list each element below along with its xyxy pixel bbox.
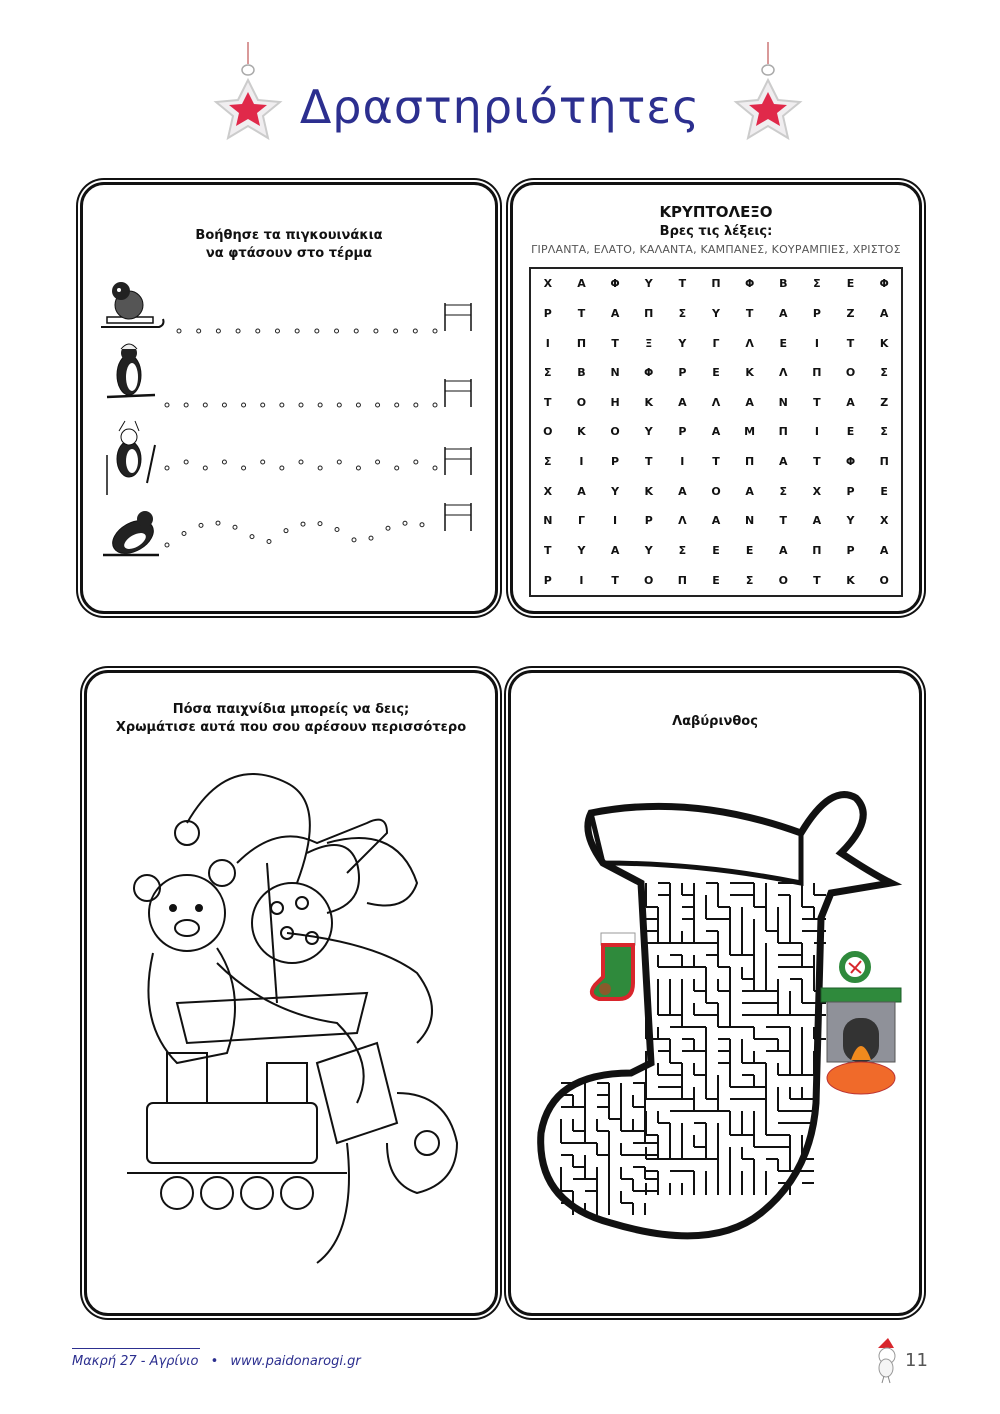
track-dot <box>250 535 254 539</box>
grid-letter[interactable]: Υ <box>846 514 855 528</box>
grid-letter[interactable]: Ι <box>814 336 819 350</box>
track-dot <box>184 460 188 464</box>
grid-letter[interactable]: Ζ <box>880 395 889 409</box>
grid-letter[interactable]: Ρ <box>846 544 855 558</box>
grid-letter[interactable]: Υ <box>644 425 653 439</box>
grid-letter[interactable]: Υ <box>577 544 586 558</box>
track-dot <box>395 466 399 470</box>
grid-letter[interactable]: Α <box>779 306 788 320</box>
footer-contact <box>72 1354 361 1369</box>
grid-letter[interactable]: Τ <box>846 336 855 350</box>
grid-letter[interactable]: Ρ <box>678 366 687 380</box>
track-dot <box>301 522 305 526</box>
grid-letter[interactable]: Λ <box>745 336 754 350</box>
grid-letter[interactable]: Ε <box>712 544 720 558</box>
grid-letter[interactable]: Α <box>711 425 721 439</box>
fireplace-icon <box>821 988 901 1094</box>
grid-letter[interactable]: Κ <box>644 395 653 409</box>
track-dot <box>182 532 186 536</box>
grid-letter[interactable]: Ο <box>879 573 889 587</box>
grid-letter[interactable]: Ι <box>579 573 584 587</box>
track-dot <box>222 403 226 407</box>
word-search-subtitle: Βρες τις λέξεις: <box>659 224 773 239</box>
grid-letter[interactable]: Α <box>812 514 822 528</box>
grid-letter[interactable]: Ρ <box>644 514 653 528</box>
grid-letter[interactable]: Ο <box>610 425 620 439</box>
grid-letter[interactable]: Ν <box>745 514 755 528</box>
grid-letter[interactable]: Υ <box>678 336 687 350</box>
grid-letter[interactable]: Α <box>779 455 788 469</box>
grid-letter[interactable]: Α <box>745 484 754 498</box>
grid-letter[interactable]: Τ <box>779 514 788 528</box>
grid-letter[interactable]: Φ <box>879 277 889 291</box>
track-dot <box>261 403 265 407</box>
track-dot <box>261 460 265 464</box>
page-title: Δραστηριότητες <box>299 80 701 134</box>
track-dot <box>420 523 424 527</box>
grid-letter[interactable]: Π <box>644 306 654 320</box>
grid-letter[interactable]: Ο <box>778 573 788 587</box>
track-dot <box>369 536 373 540</box>
grid-letter[interactable]: Ι <box>814 425 819 439</box>
grid-letter[interactable]: Τ <box>712 455 720 469</box>
track-dot <box>395 403 399 407</box>
grid-letter[interactable]: Φ <box>644 366 654 380</box>
grid-letter[interactable]: Ι <box>613 514 618 528</box>
grid-letter[interactable]: Τ <box>611 336 619 350</box>
track-dot <box>280 403 284 407</box>
grid-letter[interactable]: Τ <box>745 306 754 320</box>
grid-letter[interactable]: Λ <box>711 395 721 409</box>
track-dot <box>337 403 341 407</box>
labyrinth-panel <box>508 670 922 1316</box>
finish-flag-icon <box>445 447 471 475</box>
stocking-icon <box>592 933 635 999</box>
track-dot <box>233 525 237 529</box>
labyrinth-title: Λαβύρινθος <box>672 714 758 729</box>
track-dot <box>414 460 418 464</box>
footer-rule <box>72 1348 200 1349</box>
track-dot <box>197 329 201 333</box>
grid-letter[interactable]: Τ <box>611 573 619 587</box>
track-dot <box>267 540 271 544</box>
grid-letter[interactable]: Ρ <box>543 573 552 587</box>
penguin-icon <box>107 344 155 397</box>
word-search-panel <box>510 182 922 614</box>
track-dot <box>299 460 303 464</box>
grid-letter[interactable]: Ε <box>745 544 754 558</box>
track-dot <box>242 403 246 407</box>
track-dot <box>236 329 240 333</box>
finish-flag-icon <box>445 379 471 407</box>
grid-letter[interactable]: Α <box>745 395 754 409</box>
grid-letter[interactable]: Σ <box>678 544 687 558</box>
train-icon <box>127 1053 347 1209</box>
grid-letter[interactable]: Ι <box>680 455 685 469</box>
track-dot <box>165 466 169 470</box>
grid-letter[interactable]: Σ <box>544 455 552 469</box>
penguin-icon <box>103 511 159 560</box>
track-dot <box>433 466 437 470</box>
grid-letter[interactable]: Ο <box>845 366 856 380</box>
grid-letter[interactable]: Τ <box>813 573 821 587</box>
grid-letter[interactable]: Χ <box>879 514 889 528</box>
bird-icon <box>872 1336 900 1384</box>
track-dot <box>376 460 380 464</box>
grid-letter[interactable]: Β <box>779 277 788 291</box>
page-number: 11 <box>905 1350 928 1371</box>
track-dot <box>242 466 246 470</box>
footer-address: Μακρή 27 - Αγρίνιο <box>72 1354 199 1369</box>
track-dot <box>414 403 418 407</box>
star-ornament-icon <box>728 42 808 152</box>
grid-letter[interactable]: Κ <box>879 336 889 350</box>
track-dot <box>222 460 226 464</box>
track-dot <box>216 329 220 333</box>
grid-letter[interactable]: Α <box>879 544 889 558</box>
track-dot <box>318 466 322 470</box>
grid-letter[interactable]: Α <box>577 277 586 291</box>
grid-letter[interactable]: Π <box>576 336 587 350</box>
grid-letter[interactable]: Ο <box>543 425 553 439</box>
finish-flag-icon <box>445 303 471 331</box>
track-dot <box>216 521 220 525</box>
coloring-instruction: Πόσα παιχνίδια μπορείς να δεις; Χρωμάτισε αυτά που σου αρέσουν περισσότερο <box>115 702 467 735</box>
track-dot <box>352 538 356 542</box>
track-dot <box>433 403 437 407</box>
track-dot <box>403 521 407 525</box>
grid-letter[interactable]: Ε <box>846 425 855 439</box>
footer-website[interactable]: www.paidonarogi.gr <box>230 1354 361 1369</box>
stocking-maze-image <box>531 773 911 1273</box>
track-dot <box>284 529 288 533</box>
grid-letter[interactable]: Τ <box>577 306 586 320</box>
grid-letter[interactable]: Τ <box>678 277 687 291</box>
grid-letter[interactable]: Α <box>678 484 687 498</box>
track-dot <box>318 403 322 407</box>
grid-letter[interactable]: Γ <box>712 336 720 350</box>
track-dot <box>386 526 390 530</box>
grid-letter[interactable]: Σ <box>745 573 754 587</box>
grid-letter[interactable]: Ε <box>779 336 788 350</box>
grid-letter[interactable]: Σ <box>544 366 552 380</box>
word-search-grid <box>529 267 903 597</box>
track-dot <box>275 329 279 333</box>
grid-letter[interactable]: Ε <box>712 573 720 587</box>
track-dot <box>295 329 299 333</box>
grid-letter[interactable]: Ο <box>576 395 587 409</box>
track-dot <box>203 466 207 470</box>
grid-letter[interactable]: Α <box>846 395 855 409</box>
grid-letter[interactable]: Κ <box>644 484 653 498</box>
grid-letter[interactable]: Φ <box>845 455 856 469</box>
grid-letter[interactable]: Χ <box>543 277 553 291</box>
grid-letter[interactable]: Α <box>779 544 788 558</box>
grid-letter[interactable]: Ρ <box>543 306 552 320</box>
track-dot <box>394 329 398 333</box>
grid-letter[interactable]: Α <box>610 306 620 320</box>
grid-letter[interactable]: Σ <box>678 306 687 320</box>
track-dot <box>374 329 378 333</box>
grid-letter[interactable]: Ο <box>711 484 721 498</box>
track-dot <box>376 403 380 407</box>
grid-letter[interactable]: Π <box>879 455 889 469</box>
grid-letter[interactable]: Σ <box>779 484 788 498</box>
footer-separator: • <box>210 1354 219 1369</box>
track-dot <box>299 403 303 407</box>
grid-letter[interactable]: Φ <box>744 277 755 291</box>
track-dot <box>335 329 339 333</box>
grid-letter[interactable]: Π <box>812 544 822 558</box>
penguin-maze-panel <box>80 182 498 614</box>
grid-letter[interactable]: Ρ <box>678 425 687 439</box>
grid-letter[interactable]: Π <box>778 425 788 439</box>
grid-letter[interactable]: Υ <box>712 306 720 320</box>
grid-letter[interactable]: Ι <box>545 336 550 350</box>
grid-letter[interactable]: Ρ <box>611 455 620 469</box>
grid-letter[interactable]: Φ <box>610 277 620 291</box>
grid-letter[interactable]: Α <box>678 395 687 409</box>
grid-letter[interactable]: Α <box>711 514 721 528</box>
grid-letter[interactable]: Τ <box>813 395 821 409</box>
toys-coloring-image <box>117 763 467 1293</box>
word-search-title: ΚΡΥΠΤΟΛΕΞΟ <box>659 203 773 221</box>
coloring-panel <box>84 670 498 1316</box>
grid-letter[interactable]: Τ <box>644 455 653 469</box>
wreath-icon <box>842 954 868 980</box>
grid-letter[interactable]: Χ <box>812 484 822 498</box>
grid-letter[interactable]: Κ <box>846 573 855 587</box>
track-dot <box>315 329 319 333</box>
track-dot <box>177 329 181 333</box>
track-dot <box>354 329 358 333</box>
penguin-icon <box>101 282 164 327</box>
penguin-tracks <box>83 185 495 611</box>
grid-letter[interactable]: Ν <box>778 395 788 409</box>
grid-letter[interactable]: Ρ <box>812 306 821 320</box>
grid-letter[interactable]: Ξ <box>645 336 653 350</box>
track-dot <box>337 460 341 464</box>
track-dot <box>165 403 169 407</box>
grid-letter[interactable]: Β <box>577 366 586 380</box>
grid-letter[interactable]: Π <box>812 366 822 380</box>
grid-letter[interactable]: Χ <box>543 484 553 498</box>
grid-letter[interactable]: Ε <box>712 366 720 380</box>
penguin-instruction: Βοήθησε τα πιγκουινάκια να φτάσουν στο τέρμα <box>195 228 383 261</box>
grid-letter[interactable]: Ε <box>846 277 855 291</box>
track-dot <box>280 466 284 470</box>
grid-letter[interactable]: Λ <box>779 366 788 380</box>
grid-letter[interactable]: Σ <box>813 277 821 291</box>
track-dot <box>335 527 339 531</box>
track-dot <box>413 329 417 333</box>
grid-letter[interactable]: Ν <box>543 514 553 528</box>
grid-letter[interactable]: Τ <box>544 395 552 409</box>
grid-letter[interactable]: Τ <box>813 455 821 469</box>
track-dot <box>199 523 203 527</box>
grid-letter[interactable]: Ρ <box>846 484 855 498</box>
track-dot <box>203 403 207 407</box>
track-dot <box>318 522 322 526</box>
grid-letter[interactable]: Υ <box>611 484 620 498</box>
grid-letter[interactable]: Ν <box>610 366 620 380</box>
grid-letter[interactable]: Κ <box>577 425 586 439</box>
track-dot <box>184 403 188 407</box>
track-dot <box>165 543 169 547</box>
grid-letter[interactable]: Σ <box>880 425 888 439</box>
track-dot <box>433 329 437 333</box>
grid-letter[interactable]: Υ <box>644 277 653 291</box>
penguin-icon <box>107 421 155 495</box>
grid-letter[interactable]: Υ <box>644 544 653 558</box>
grid-letter[interactable]: Γ <box>577 514 585 528</box>
grid-letter[interactable]: Π <box>677 573 687 587</box>
grid-letter[interactable]: Κ <box>745 366 754 380</box>
track-dot <box>356 403 360 407</box>
track-dot <box>356 466 360 470</box>
grid-letter[interactable]: Π <box>745 455 755 469</box>
grid-letter[interactable]: Ε <box>880 484 888 498</box>
grid-letter[interactable]: Τ <box>544 544 552 558</box>
finish-flag-icon <box>445 503 471 531</box>
grid-letter[interactable]: Π <box>711 277 721 291</box>
track-dot <box>256 329 260 333</box>
grid-letter[interactable]: Α <box>879 306 889 320</box>
grid-letter[interactable]: Λ <box>678 514 687 528</box>
word-list: ΓΙΡΛΑΝΤΑ, ΕΛΑΤΟ, ΚΑΛΑΝΤΑ, ΚΑΜΠΑΝΕΣ, ΚΟΥΡΑΜΠΙΕΣ, ΧΡΙΣΤΟΣ <box>531 243 901 256</box>
grid-letter[interactable]: Ο <box>644 573 654 587</box>
grid-letter[interactable]: Ι <box>579 455 584 469</box>
grid-letter[interactable]: Ζ <box>846 306 855 320</box>
grid-letter[interactable]: Η <box>610 395 620 409</box>
grid-letter[interactable]: Σ <box>880 366 888 380</box>
grid-letter[interactable]: Α <box>610 544 620 558</box>
grid-letter[interactable]: Μ <box>744 425 756 439</box>
grid-letter[interactable]: Α <box>577 484 586 498</box>
